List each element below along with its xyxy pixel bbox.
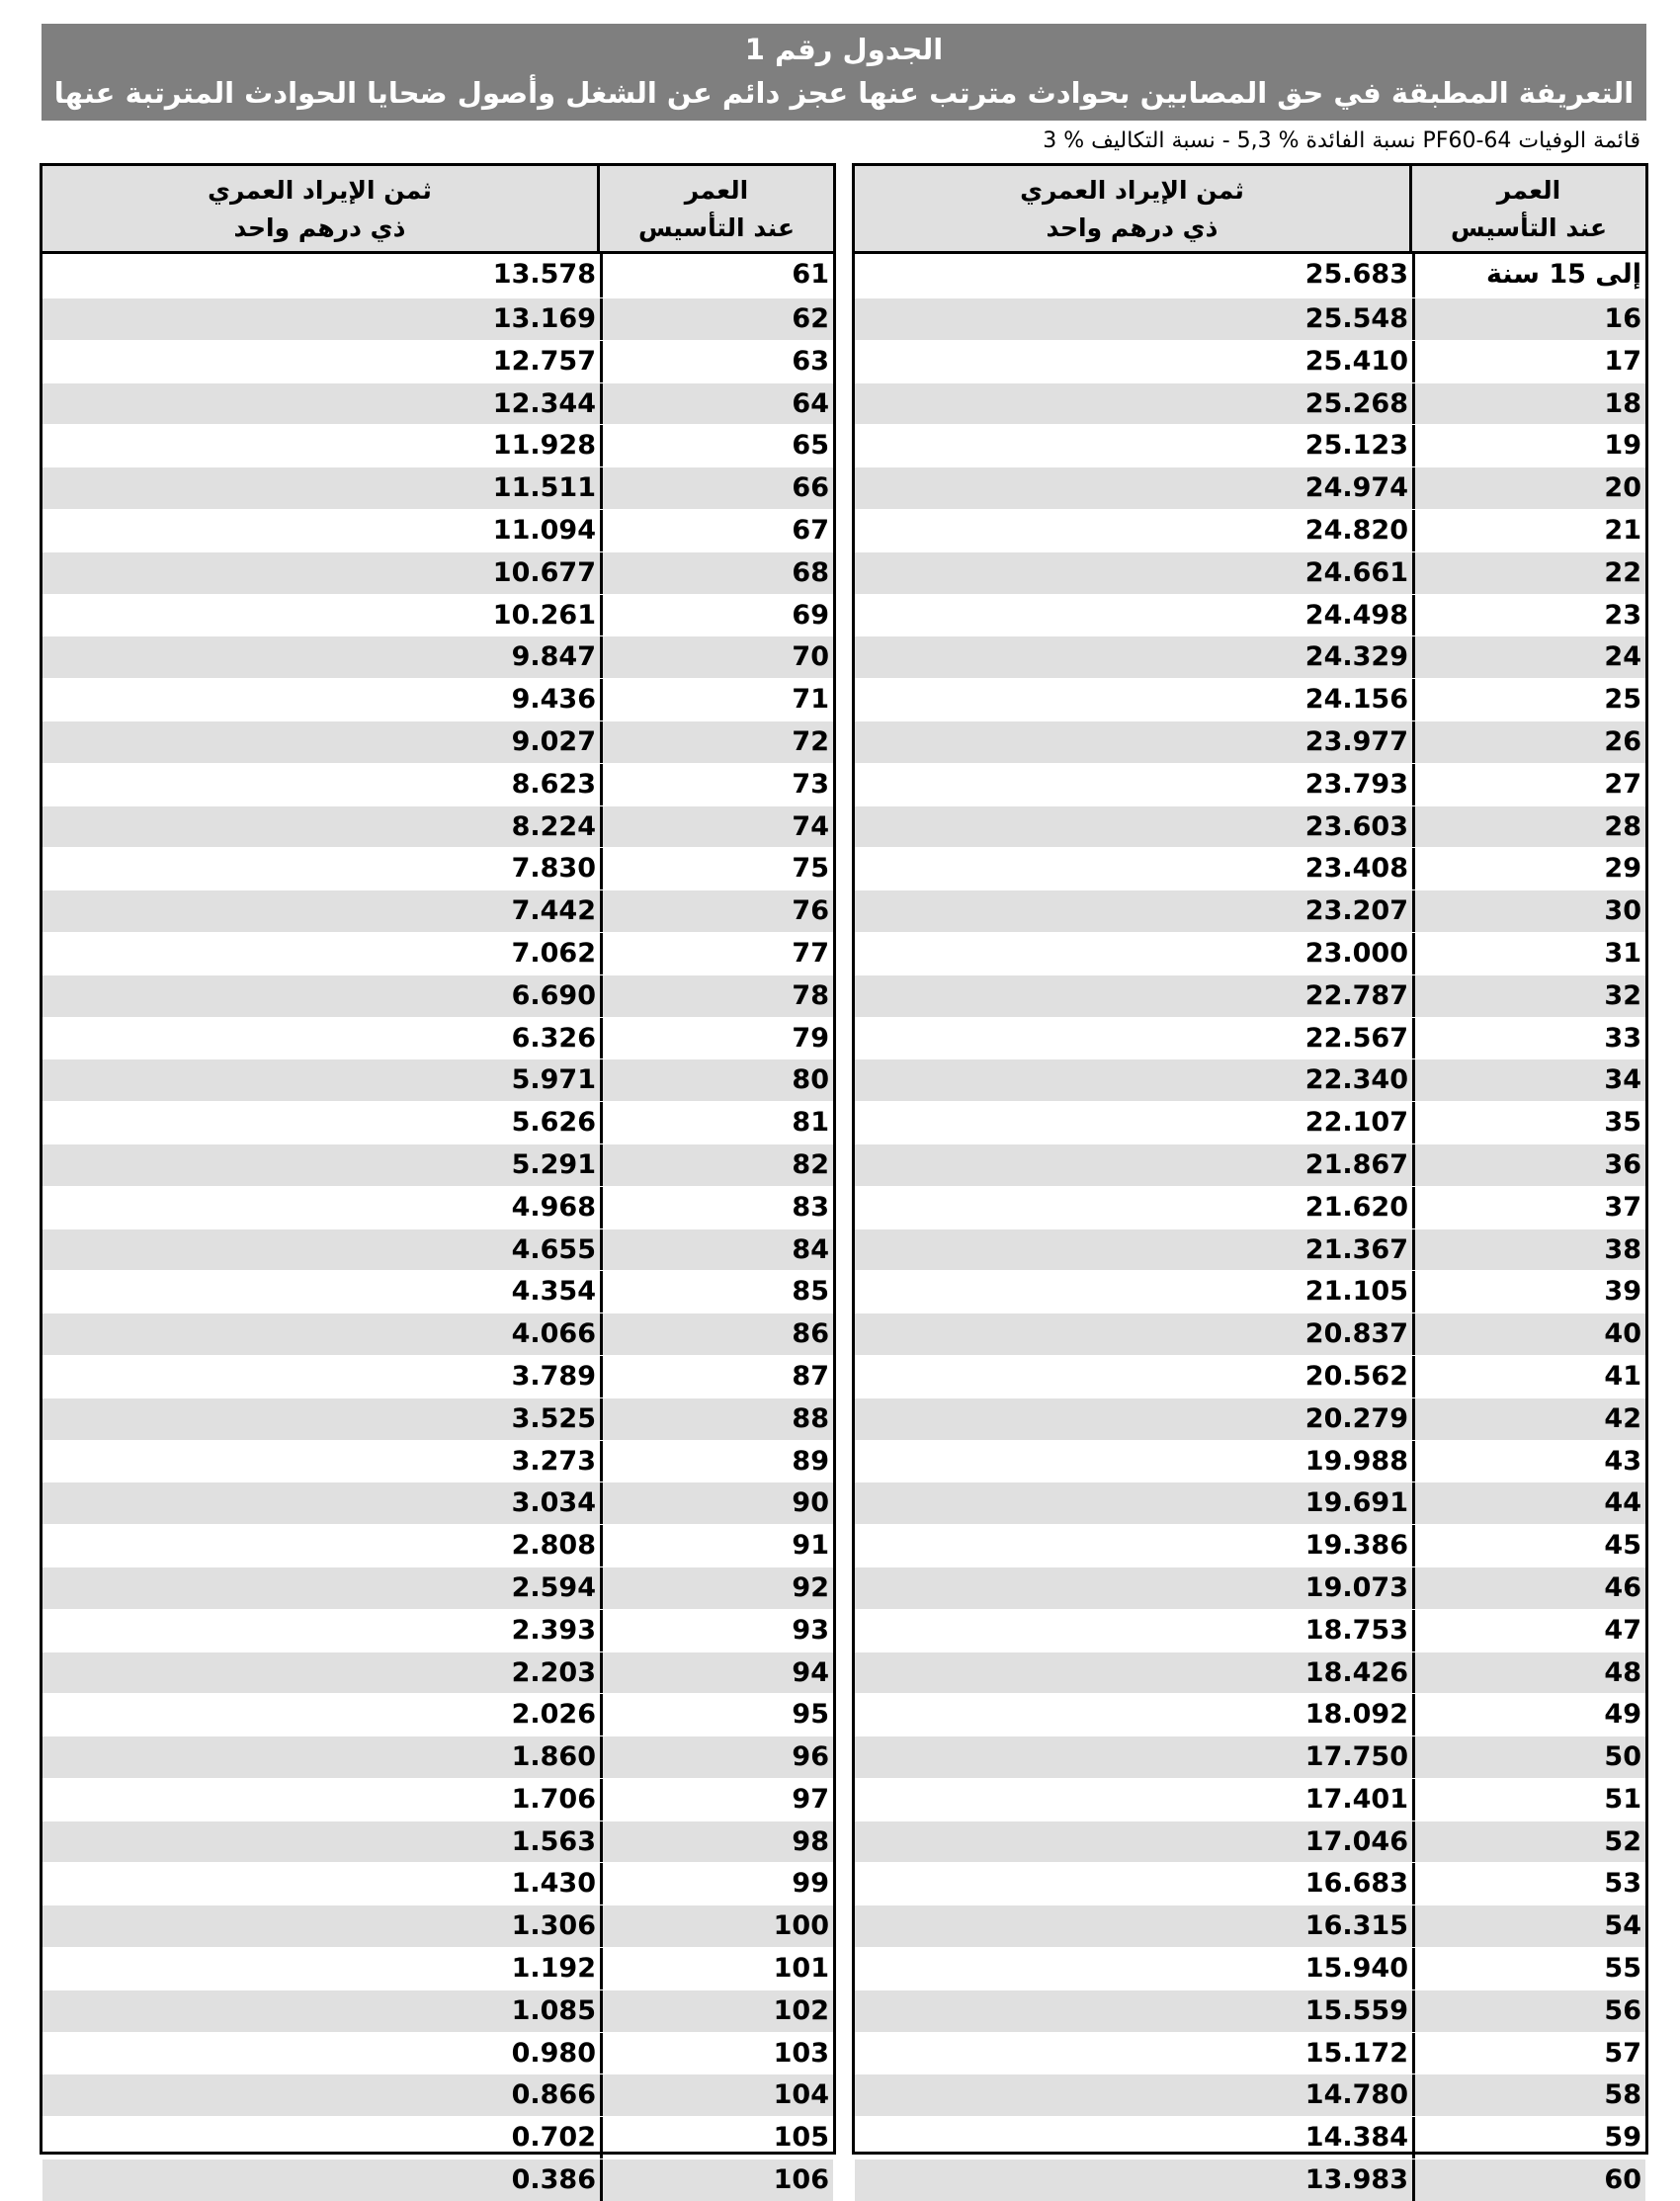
cell-price: 7.062 (511, 937, 596, 969)
cell-price: 22.567 (1304, 1022, 1408, 1054)
cell-age: 30 (1412, 890, 1645, 932)
table-row (42, 1693, 833, 1735)
cell-age: 102 (600, 1990, 833, 2032)
cell-age: 54 (1412, 1905, 1645, 1947)
table-row (855, 932, 1645, 974)
cell-age: 25 (1412, 679, 1645, 720)
cell-age: 33 (1412, 1018, 1645, 1059)
cell-price: 2.808 (511, 1530, 596, 1562)
table-row (42, 2116, 833, 2159)
cell-price: 17.046 (1304, 1825, 1408, 1857)
cell-price: 13.169 (492, 303, 596, 334)
cell-age: 46 (1412, 1567, 1645, 1609)
column-header-age-line1: العمر (684, 176, 749, 205)
cell-age: 49 (1412, 1694, 1645, 1735)
table-row (855, 1524, 1645, 1566)
table-row (855, 1101, 1645, 1143)
cell-age: 94 (600, 1652, 833, 1694)
cell-age: 70 (600, 636, 833, 678)
table-row (42, 889, 833, 932)
cell-age: 57 (1412, 2033, 1645, 2074)
cell-age: 101 (600, 1948, 833, 1989)
cell-price: 20.279 (1304, 1402, 1408, 1434)
cell-price: 5.971 (511, 1064, 596, 1096)
table-row (855, 1778, 1645, 1820)
cell-age: 50 (1412, 1736, 1645, 1778)
cell-age: 68 (600, 552, 833, 594)
table-row (42, 509, 833, 551)
cell-price: 14.384 (1304, 2122, 1408, 2154)
cell-age: 41 (1412, 1356, 1645, 1397)
table-row (855, 1143, 1645, 1186)
cell-age: 40 (1412, 1313, 1645, 1355)
cell-price: 5.626 (511, 1107, 596, 1139)
cell-age: 42 (1412, 1398, 1645, 1440)
table-row (42, 1566, 833, 1609)
cell-price: 0.980 (511, 2037, 596, 2069)
table-row (855, 2032, 1645, 2074)
table-row (42, 1481, 833, 1524)
cell-price: 2.026 (511, 1699, 596, 1731)
cell-age: 69 (600, 595, 833, 636)
cell-price: 19.073 (1304, 1571, 1408, 1603)
cell-age: 17 (1412, 341, 1645, 382)
cell-price: 18.092 (1304, 1699, 1408, 1731)
cell-age: 86 (600, 1313, 833, 1355)
cell-age: 19 (1412, 425, 1645, 466)
cell-age: 89 (600, 1441, 833, 1482)
cell-price: 2.203 (511, 1656, 596, 1688)
table-row (42, 1397, 833, 1440)
cell-age: 58 (1412, 2074, 1645, 2116)
cell-age: 31 (1412, 933, 1645, 974)
cell-price: 15.559 (1304, 1994, 1408, 2026)
cell-price: 19.691 (1304, 1487, 1408, 1519)
table-row (855, 594, 1645, 636)
table-row (855, 551, 1645, 594)
column-header-price (855, 166, 1409, 251)
cell-age: 100 (600, 1905, 833, 1947)
cell-price: 9.847 (511, 641, 596, 673)
table-row (42, 424, 833, 466)
cell-age: 45 (1412, 1525, 1645, 1566)
cell-age: 35 (1412, 1102, 1645, 1143)
cell-age: 48 (1412, 1652, 1645, 1694)
cell-age: 62 (600, 298, 833, 340)
table-row (855, 382, 1645, 425)
cell-age: 87 (600, 1356, 833, 1397)
cell-price: 0.386 (511, 2164, 596, 2196)
column-header-price-line2: ذي درهم واحد (1046, 213, 1218, 242)
cell-price: 2.393 (511, 1614, 596, 1646)
table-row (42, 340, 833, 382)
cell-price: 21.367 (1304, 1233, 1408, 1265)
table-row (855, 1651, 1645, 1694)
table-body (855, 254, 1645, 2201)
cell-price: 22.787 (1304, 979, 1408, 1011)
cell-price: 23.207 (1304, 895, 1408, 927)
cell-price: 1.706 (511, 1783, 596, 1815)
table-row (855, 1058, 1645, 1101)
cell-price: 24.156 (1304, 684, 1408, 716)
cell-price: 1.563 (511, 1825, 596, 1857)
cell-age: 78 (600, 975, 833, 1017)
cell-age: 99 (600, 1863, 833, 1905)
cell-age: 92 (600, 1567, 833, 1609)
cell-price: 7.830 (511, 853, 596, 885)
table-row (42, 1228, 833, 1271)
cell-price: 23.408 (1304, 853, 1408, 885)
cell-age: 16 (1412, 298, 1645, 340)
cell-price: 24.661 (1304, 556, 1408, 588)
cell-age: 98 (600, 1821, 833, 1863)
cell-price: 8.224 (511, 810, 596, 842)
table-number-title: الجدول رقم 1 (744, 33, 944, 66)
table-row (42, 1312, 833, 1355)
table-row (855, 1355, 1645, 1397)
cell-price: 13.983 (1304, 2164, 1408, 2196)
cell-age: 81 (600, 1102, 833, 1143)
table-row (42, 1101, 833, 1143)
cell-age: 52 (1412, 1821, 1645, 1863)
table-row (855, 2074, 1645, 2116)
cell-price: 25.548 (1304, 303, 1408, 334)
table-row (42, 974, 833, 1017)
cell-age: 39 (1412, 1271, 1645, 1312)
cell-price: 20.562 (1304, 1360, 1408, 1392)
cell-age: 88 (600, 1398, 833, 1440)
cell-price: 1.306 (511, 1910, 596, 1942)
cell-age: 90 (600, 1482, 833, 1524)
cell-price: 2.594 (511, 1571, 596, 1603)
cell-price: 18.426 (1304, 1656, 1408, 1688)
table-row (855, 509, 1645, 551)
cell-age: 37 (1412, 1187, 1645, 1228)
cell-age: 83 (600, 1187, 833, 1228)
cell-age: 38 (1412, 1229, 1645, 1271)
table-row (42, 254, 833, 297)
cell-age: 96 (600, 1736, 833, 1778)
cell-age: 76 (600, 890, 833, 932)
column-header-price (42, 166, 597, 251)
cell-price: 4.354 (511, 1276, 596, 1308)
cell-age: 77 (600, 933, 833, 974)
table-row (855, 889, 1645, 932)
cell-price: 1.085 (511, 1994, 596, 2026)
cell-age: 71 (600, 679, 833, 720)
table-row (855, 1735, 1645, 1778)
table-row (42, 1820, 833, 1863)
cell-price: 11.094 (492, 514, 596, 546)
cell-price: 0.702 (511, 2122, 596, 2154)
cell-age: 21 (1412, 510, 1645, 551)
table-row (42, 678, 833, 720)
table-row (42, 1440, 833, 1482)
table-row (42, 932, 833, 974)
cell-price: 9.027 (511, 725, 596, 757)
cell-price: 3.789 (511, 1360, 596, 1392)
cell-age: 85 (600, 1271, 833, 1312)
cell-price: 6.690 (511, 979, 596, 1011)
column-header-age-line2: عند التأسيس (1450, 213, 1608, 242)
table-row (855, 1481, 1645, 1524)
cell-age: 103 (600, 2033, 833, 2074)
column-header-age (1409, 166, 1645, 251)
table-row (42, 382, 833, 425)
cell-price: 21.620 (1304, 1191, 1408, 1223)
cell-age: 105 (600, 2117, 833, 2159)
cell-age: 67 (600, 510, 833, 551)
cell-price: 21.867 (1304, 1148, 1408, 1180)
cell-price: 11.928 (492, 430, 596, 462)
cell-age: 106 (600, 2159, 833, 2201)
cell-price: 10.677 (492, 556, 596, 588)
cell-price: 12.757 (492, 345, 596, 377)
cell-age: 80 (600, 1059, 833, 1101)
cell-price: 8.623 (511, 768, 596, 800)
table-row (855, 805, 1645, 848)
cell-price: 6.326 (511, 1022, 596, 1054)
cell-age: 97 (600, 1779, 833, 1820)
cell-age: 24 (1412, 636, 1645, 678)
cell-price: 25.410 (1304, 345, 1408, 377)
cell-price: 23.793 (1304, 768, 1408, 800)
cell-price: 25.123 (1304, 430, 1408, 462)
cell-age: 84 (600, 1229, 833, 1271)
cell-price: 23.603 (1304, 810, 1408, 842)
table-row (42, 763, 833, 805)
table-row (855, 635, 1645, 678)
cell-age: 44 (1412, 1482, 1645, 1524)
subtitle-mortality-table: قائمة الوفيات PF60-64 نسبة الفائدة % 5,3 - نسبة التكاليف % 3 (1043, 128, 1640, 153)
table-heading: التعريفة المطبقة في حق المصابين بحوادث مترتب عنها عجز دائم عن الشغل وأصول ضحايا الحوادث المترتبة عنها وفاة (53, 76, 1635, 153)
cell-price: 23.977 (1304, 725, 1408, 757)
table-right (852, 163, 1648, 2196)
table-row (855, 424, 1645, 466)
cell-age: 64 (600, 383, 833, 425)
table-row (855, 1609, 1645, 1651)
cell-price: 19.988 (1304, 1445, 1408, 1477)
table-row (42, 635, 833, 678)
table-row (42, 1735, 833, 1778)
table-row (42, 1524, 833, 1566)
cell-price: 23.000 (1304, 937, 1408, 969)
column-header-price-line1: ثمن الإيراد العمري (1020, 176, 1244, 205)
table-header (855, 166, 1645, 254)
cell-age: 74 (600, 806, 833, 848)
table-row (42, 1989, 833, 2032)
table-header (42, 166, 833, 254)
table-row (855, 1270, 1645, 1312)
cell-age: 95 (600, 1694, 833, 1735)
cell-price: 15.940 (1304, 1953, 1408, 1985)
cell-price: 25.683 (1304, 259, 1408, 290)
cell-price: 1.192 (511, 1953, 596, 1985)
column-header-age-line1: العمر (1496, 176, 1561, 205)
cell-age: 56 (1412, 1990, 1645, 2032)
cell-age: 60 (1412, 2159, 1645, 2201)
table-row (855, 763, 1645, 805)
cell-age: 104 (600, 2074, 833, 2116)
cell-age: 29 (1412, 848, 1645, 889)
cell-age: 32 (1412, 975, 1645, 1017)
column-header-age-line2: عند التأسيس (637, 213, 796, 242)
table-row (855, 466, 1645, 509)
cell-age: 65 (600, 425, 833, 466)
table-row (42, 1905, 833, 1947)
table-row (855, 1186, 1645, 1228)
table-row (855, 340, 1645, 382)
cell-age: 51 (1412, 1779, 1645, 1820)
cell-price: 11.511 (492, 472, 596, 504)
table-row (855, 1228, 1645, 1271)
cell-price: 4.066 (511, 1318, 596, 1350)
cell-price: 1.860 (511, 1741, 596, 1773)
cell-price: 17.750 (1304, 1741, 1408, 1773)
table-row (42, 1355, 833, 1397)
cell-price: 14.780 (1304, 2079, 1408, 2111)
table-row (42, 1017, 833, 1059)
table-row (42, 1143, 833, 1186)
cell-price: 24.498 (1304, 599, 1408, 631)
cell-price: 18.753 (1304, 1614, 1408, 1646)
table-row (42, 1270, 833, 1312)
table-row (855, 1312, 1645, 1355)
table-left (40, 163, 836, 2196)
cell-price: 3.034 (511, 1487, 596, 1519)
table-row (855, 678, 1645, 720)
cell-price: 24.974 (1304, 472, 1408, 504)
cell-age: 82 (600, 1144, 833, 1186)
table-row (42, 551, 833, 594)
cell-price: 22.107 (1304, 1107, 1408, 1139)
cell-age: 43 (1412, 1441, 1645, 1482)
cell-price: 25.268 (1304, 387, 1408, 419)
table-row (42, 594, 833, 636)
table-row (855, 1905, 1645, 1947)
cell-age: 27 (1412, 764, 1645, 805)
cell-age: 55 (1412, 1948, 1645, 1989)
table-row (855, 2159, 1645, 2201)
cell-age: 34 (1412, 1059, 1645, 1101)
cell-price: 15.172 (1304, 2037, 1408, 2069)
cell-price: 21.105 (1304, 1276, 1408, 1308)
cell-price: 3.273 (511, 1445, 596, 1477)
cell-age: 59 (1412, 2117, 1645, 2159)
cell-price: 17.401 (1304, 1783, 1408, 1815)
table-row (42, 1947, 833, 1989)
table-row (42, 1609, 833, 1651)
table-row (42, 805, 833, 848)
cell-age: 73 (600, 764, 833, 805)
table-row (855, 1989, 1645, 2032)
table-row (855, 974, 1645, 1017)
table-row (855, 847, 1645, 889)
cell-age: 53 (1412, 1863, 1645, 1905)
cell-price: 4.655 (511, 1233, 596, 1265)
cell-age: 26 (1412, 721, 1645, 763)
table-row (42, 2074, 833, 2116)
table-row (855, 254, 1645, 297)
table-row (855, 1397, 1645, 1440)
cell-age: 36 (1412, 1144, 1645, 1186)
table-row (42, 1651, 833, 1694)
table-row (855, 1862, 1645, 1905)
cell-price: 12.344 (492, 387, 596, 419)
cell-age: 61 (600, 254, 833, 297)
column-header-age (597, 166, 833, 251)
table-row (855, 2116, 1645, 2159)
column-header-price-line2: ذي درهم واحد (233, 213, 406, 242)
table-row (42, 1186, 833, 1228)
table-row (42, 2032, 833, 2074)
table-row (855, 720, 1645, 763)
table-row (42, 847, 833, 889)
table-row (855, 297, 1645, 340)
cell-price: 1.430 (511, 1868, 596, 1900)
cell-age: 47 (1412, 1610, 1645, 1651)
table-body (42, 254, 833, 2201)
cell-price: 5.291 (511, 1148, 596, 1180)
cell-price: 20.837 (1304, 1318, 1408, 1350)
table-row (855, 1947, 1645, 1989)
cell-price: 3.525 (511, 1402, 596, 1434)
cell-age: إلى 15 سنة (1412, 254, 1645, 297)
table-row (42, 297, 833, 340)
table-row (855, 1820, 1645, 1863)
table-row (42, 466, 833, 509)
table-row (855, 1017, 1645, 1059)
cell-age: 72 (600, 721, 833, 763)
table-row (42, 1862, 833, 1905)
table-row (42, 2159, 833, 2201)
cell-age: 91 (600, 1525, 833, 1566)
cell-age: 75 (600, 848, 833, 889)
cell-price: 16.683 (1304, 1868, 1408, 1900)
cell-price: 10.261 (492, 599, 596, 631)
cell-age: 22 (1412, 552, 1645, 594)
cell-price: 7.442 (511, 895, 596, 927)
cell-age: 20 (1412, 467, 1645, 509)
cell-age: 28 (1412, 806, 1645, 848)
column-header-price-line1: ثمن الإيراد العمري (208, 176, 432, 205)
table-row (855, 1440, 1645, 1482)
table-row (855, 1566, 1645, 1609)
table-row (42, 1778, 833, 1820)
cell-age: 93 (600, 1610, 833, 1651)
cell-age: 23 (1412, 595, 1645, 636)
cell-price: 24.329 (1304, 641, 1408, 673)
cell-price: 13.578 (492, 259, 596, 290)
cell-price: 24.820 (1304, 514, 1408, 546)
cell-price: 16.315 (1304, 1910, 1408, 1942)
cell-price: 0.866 (511, 2079, 596, 2111)
cell-age: 63 (600, 341, 833, 382)
cell-price: 4.968 (511, 1191, 596, 1223)
cell-age: 79 (600, 1018, 833, 1059)
cell-price: 19.386 (1304, 1530, 1408, 1562)
cell-age: 18 (1412, 383, 1645, 425)
table-row (855, 1693, 1645, 1735)
table-row (42, 1058, 833, 1101)
cell-age: 66 (600, 467, 833, 509)
table-row (42, 720, 833, 763)
cell-price: 9.436 (511, 684, 596, 716)
cell-price: 22.340 (1304, 1064, 1408, 1096)
